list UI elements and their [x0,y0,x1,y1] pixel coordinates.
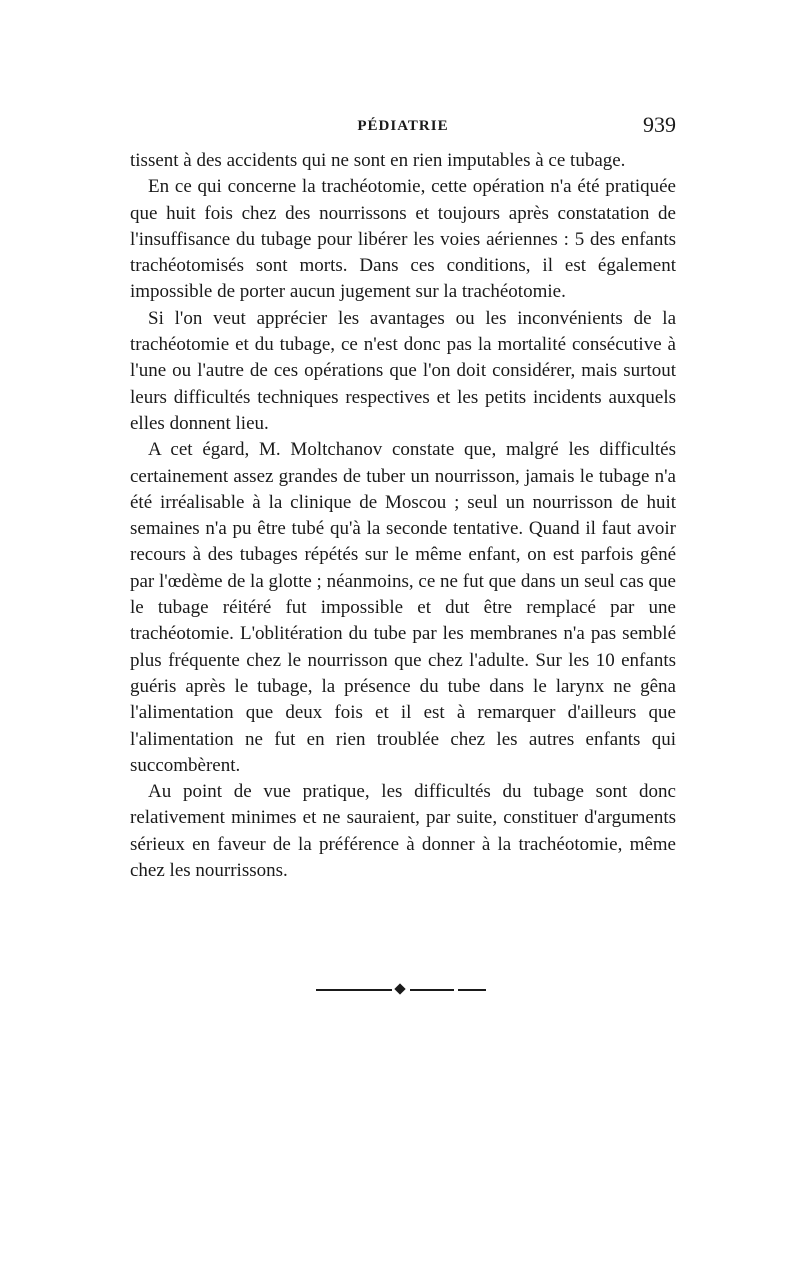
diamond-icon [394,983,405,994]
running-head [130,112,676,148]
paragraph: En ce qui concerne la trachéotomie, cette opération n'a été pratiquée que huit fois chez des nourrissons et toujours après constatation de l'insuffisance du tubage pour libérer les voies aériennes : 5 des enfants trachéotomisés sont morts. Dans ces conditions, il est également impossible de porter aucun jugement sur la trachéotomie. [130,176,676,303]
paragraph: Au point de vue pratique, les difficultés du tubage sont donc relativement minimes et ne sauraient, par suite, constituer d'arguments sérieux en faveur de la préférence à donner à la trachéotomie, même chez les nourrissons. [130,781,676,882]
running-title: PÉDIATRIE [357,118,449,134]
end-ornament [316,982,486,998]
page [130,112,676,884]
paragraph: Si l'on veut apprécier les avantages ou les inconvénients de la trachéotomie et du tubage, ce n'est donc pas la mortalité consécutive à l'une ou l'autre de ces opérations que l'on doit considérer, mais surtout leurs difficultés techniques respectives et les petits incidents auxquels elles donnent lieu. [130,307,676,434]
ornament-rule-left [316,989,392,991]
ornament-rule-right [410,989,454,991]
paragraph-continued: tissent à des accidents qui ne sont en rien imputables à ce tubage. [130,150,626,171]
page-number: 939 [643,112,676,137]
body-text [130,148,676,884]
ornament-rule-right-end [458,989,486,991]
paragraph: A cet égard, M. Moltchanov constate que, malgré les difficultés certainement assez grandes de tuber un nourrisson, jamais le tubage n'a été irréalisable à la clinique de Moscou ; seul un nourrisson de huit semaines n'a pu être tubé qu'à la seconde tentative. Quand il faut avoir recours à des tubages répétés sur le même enfant, on est parfois gêné par l'œdème de la glotte ; néanmoins, ce ne fut que dans un seul cas que le tubage réitéré fut impossible et dut être remplacé par une trachéotomie. L'oblitération du tube par les membranes n'a pas semblé plus fréquente chez le nourrisson que chez l'adulte. Sur les 10 enfants guéris après le tubage, la présence du tube dans le larynx ne gêna l'alimentation que deux fois et il est à remarquer d'ailleurs que l'alimentation ne fut en rien troublée chez les autres enfants qui succombèrent. [130,439,676,776]
